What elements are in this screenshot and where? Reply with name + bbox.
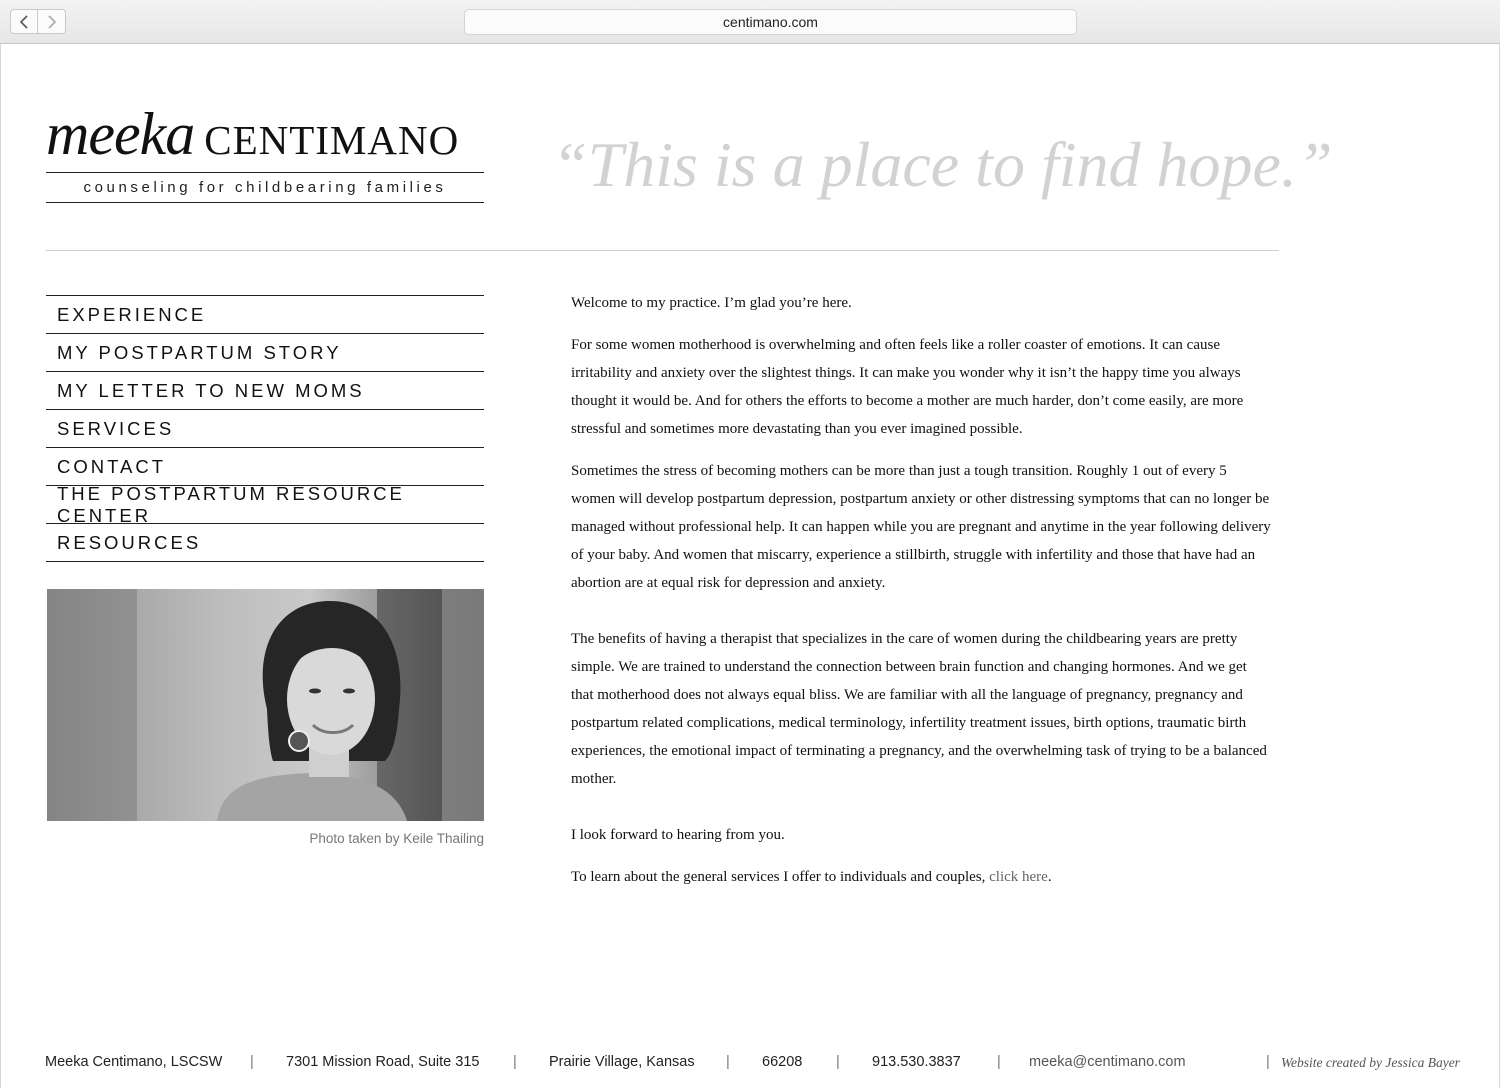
benefits-paragraph: The benefits of having a therapist that specializes in the care of women during the childbearing years are pretty simple. We are trained to understand the connection between brain function and changing hormones. And we get that motherhood does not always equal bliss. We are familiar with all the language of pregnancy, pregnancy and postpartum related complications, medical terminology, infertility treatment issues, birth options, traumatic birth experiences, the emotional impact of terminating a pregnancy, and the overwhelming task of trying to be a balanced mother. (571, 631, 1267, 787)
main-content (571, 289, 1271, 905)
footer-name: Meeka Centimano, LSCSW (45, 1054, 223, 1070)
footer-separator: | (513, 1054, 517, 1070)
nav-item-letter-to-new-moms[interactable]: MY LETTER TO NEW MOMS (46, 372, 484, 410)
footer-separator: | (726, 1054, 730, 1070)
nav-item-services[interactable]: SERVICES (46, 410, 484, 448)
welcome-paragraph: Welcome to my practice. I’m glad you’re here. (571, 295, 852, 311)
intro-paragraph: For some women motherhood is overwhelming and often feels like a roller coaster of emotions. It can cause irritability and anxiety over the slightest things. It can make you wonder why it isn’t the happy time you always thought it would be. And for others the efforts to become a mother are much harder, don’t come easily, are more stressful and sometimes more devastating than you ever imagined possible. (571, 337, 1244, 437)
tagline: “This is a place to find hope.” (552, 129, 1333, 200)
chevron-right-icon (47, 15, 57, 29)
address-bar[interactable] (464, 9, 1077, 35)
footer-separator: | (1266, 1054, 1270, 1070)
logo-last-name: CENTIMANO (204, 117, 460, 163)
address-bar-text: centimano.com (723, 14, 818, 30)
portrait-photo (47, 589, 484, 821)
main-nav (46, 295, 484, 562)
footer-credit[interactable]: Website created by Jessica Bayer (1281, 1055, 1460, 1070)
nav-item-experience[interactable]: EXPERIENCE (46, 296, 484, 334)
click-here-link[interactable]: click here (989, 869, 1048, 885)
postpartum-paragraph: Sometimes the stress of becoming mothers can be more than just a tough transition. Roughly 1 out of every 5 women will develop postpartum depression, postpartum anxiety or other distressing symptoms that can no longer be managed without professional help. It can happen while you are pregnant and anytime in the year following delivery of your baby. And women that miscarry, experience a stillbirth, struggle with infertility and those that have had an abortion are at equal risk for depression and anxiety. (571, 463, 1271, 591)
closing-paragraph: I look forward to hearing from you. (571, 827, 785, 843)
logo-subtitle: counseling for childbearing families (46, 172, 484, 203)
logo-wordmark (46, 101, 484, 167)
footer (0, 1054, 1500, 1076)
footer-city: Prairie Village, Kansas (549, 1054, 695, 1070)
footer-email[interactable]: meeka@centimano.com (1029, 1054, 1186, 1070)
footer-address: 7301 Mission Road, Suite 315 (286, 1054, 480, 1070)
nav-item-resource-center[interactable]: THE POSTPARTUM RESOURCE CENTER (46, 486, 484, 524)
chevron-left-icon (19, 15, 29, 29)
nav-item-resources[interactable]: RESOURCES (46, 524, 484, 562)
footer-separator: | (250, 1054, 254, 1070)
portrait-illustration (47, 589, 484, 821)
footer-phone[interactable]: 913.530.3837 (872, 1054, 961, 1070)
site-logo[interactable] (46, 101, 484, 203)
photo-caption: Photo taken by Keile Thailing (309, 831, 484, 846)
footer-zip: 66208 (762, 1054, 803, 1070)
services-text: To learn about the general services I offer to individuals and couples, (571, 869, 990, 885)
back-button[interactable] (10, 9, 38, 34)
header-divider (46, 250, 1279, 251)
forward-button[interactable] (38, 9, 66, 34)
logo-first-name: meeka (46, 101, 195, 167)
nav-item-postpartum-story[interactable]: MY POSTPARTUM STORY (46, 334, 484, 372)
footer-separator: | (836, 1054, 840, 1070)
nav-item-contact[interactable]: CONTACT (46, 448, 484, 486)
browser-toolbar (0, 0, 1500, 44)
services-paragraph (571, 863, 1271, 891)
footer-separator: | (997, 1054, 1001, 1070)
services-period: . (1047, 869, 1052, 885)
